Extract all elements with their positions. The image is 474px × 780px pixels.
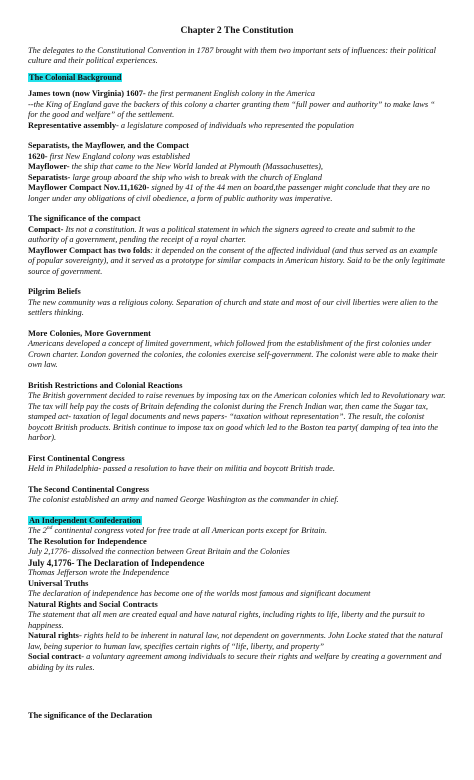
mayflower-entry xyxy=(28,162,446,173)
first-continental-congress-heading: First Continental Congress xyxy=(28,453,125,463)
second-continental-congress-heading: The Second Continental Congress xyxy=(28,484,150,494)
pilgrim-beliefs-heading: Pilgrim Beliefs xyxy=(28,287,81,296)
universal-truths-heading: Universal Truths xyxy=(28,578,89,588)
significance-declaration-heading: The significance of the Declaration xyxy=(28,711,153,720)
page-title: Chapter 2 The Constitution xyxy=(180,25,294,36)
compact-entry xyxy=(28,225,446,246)
resolution-independence-heading: The Resolution for Independence xyxy=(28,536,147,546)
king-charter-line: --the King of England gave the backers of this colony a charter granting them “full power and authority” to make laws “ for the good and welfare” of the settlement. xyxy=(28,99,435,119)
british-restrictions-text: The British government decided to raise revenues by imposing tax on the American colonies which led to Revolutionary war. The tax will help pay the costs of Britain defending the colonist during the French Indian war, then came the Sugar tax, stamped act- taxation of legal documents and news papers- “taxation without representation”. The result, the colonist boycott British products. British continue to impose tax on good which led to the Boston tea party( damping of tea into the harbor). xyxy=(28,391,446,442)
significance-compact-heading: The significance of the compact xyxy=(28,214,141,223)
year-1620-entry xyxy=(28,152,446,163)
intro-paragraph: The delegates to the Constitutional Convention in 1787 brought with them two important sets of influences: their political culture and their political experiences. xyxy=(28,45,436,65)
ordinal-suffix: nd xyxy=(46,525,53,532)
free-trade-prefix: The 2 xyxy=(28,526,47,535)
british-restrictions-heading: British Restrictions and Colonial Reactions xyxy=(28,380,183,390)
natural-rights-term: Natural rights xyxy=(28,631,79,640)
jamestown-term: James town (now Virginia) 1607- xyxy=(28,89,146,98)
separatists-term: Separatists- xyxy=(28,172,71,182)
compact-term: Compact- xyxy=(28,224,64,234)
year-1620-term: 1620- xyxy=(28,151,48,161)
resolution-independence-text: July 2,1776- dissolved the connection between Great Britain and the Colonies xyxy=(28,547,290,556)
independent-confederation-heading: An Independent Confederation xyxy=(29,515,141,525)
jamestown-definition: the first permanent English colony in the America xyxy=(145,89,315,98)
mayflower-definition: the ship that came to the New World landed at Plymouth (Massachusettes), xyxy=(69,162,324,171)
social-contract-definition: - a voluntary agreement among individuals to secure their rights and welfare by creating a government and abiding by its rules. xyxy=(28,652,442,672)
declaration-independence-text: Thomas Jefferson wrote the Independence xyxy=(28,568,170,577)
free-trade-line xyxy=(28,526,446,537)
mayflower-term: Mayflower- xyxy=(28,162,70,171)
colonial-background-heading: The Colonial Background xyxy=(29,72,122,82)
two-folds-term: Mayflower Compact has two folds xyxy=(28,245,151,255)
representative-assembly-definition: - a legislature composed of individuals who represented the population xyxy=(116,120,354,130)
first-continental-congress-text: Held in Philadelphia- passed a resolution to have their on militia and boycott British trade. xyxy=(28,464,335,473)
social-contract-term: Social contract xyxy=(28,652,82,661)
free-trade-suffix: continental congress voted for free trade at all American ports except for Britain. xyxy=(52,526,327,535)
jamestown-entry xyxy=(28,89,446,100)
two-folds-definition: : it depended on the consent of the affected individual (and thus served as an example of popular sovereignty), and it served as a prototype for similar compacts in American history. Said to be the only legitimate source of government. xyxy=(28,245,445,276)
separatists-definition: large group aboard the ship who wish to break with the church of England xyxy=(70,172,322,182)
two-folds-entry xyxy=(28,246,446,278)
separatists-heading: Separatists, the Mayflower, and the Compact xyxy=(28,141,189,150)
representative-assembly-entry xyxy=(28,121,446,132)
second-continental-congress-text: The colonist established an army and named George Washington as the commander in chief. xyxy=(28,495,339,504)
mayflower-compact-definition: signed by 41 of the 44 men on board,the passenger might conclude that they are no longer under any obligations of civil obedience, a form of public authority was imperative. xyxy=(28,183,430,203)
pilgrim-beliefs-text: The new community was a religious colony. Separation of church and state and most of our civil liberties were alien to the settlers thinking. xyxy=(28,297,438,317)
natural-rights-definition: - rights held to be inherent in natural law, not dependent on governments. John Locke stated that the natural law, being superior to human law, specifies certain rights of “life, liberty, and property” xyxy=(28,631,443,651)
more-colonies-heading: More Colonies, More Government xyxy=(28,328,151,338)
natural-rights-social-contracts-text: The statement that all men are created equal and have natural rights, including rights to life, liberty and the pursuit to happiness. xyxy=(28,610,425,630)
compact-definition: Its not a constitution. It was a political statement in which the signers agreed to create and submit to the authority of a government, pending the receipt of a royal charter. xyxy=(28,224,416,244)
year-1620-definition: first New England colony was established xyxy=(47,151,190,161)
separatists-entry xyxy=(28,173,446,184)
social-contract-entry xyxy=(28,652,446,673)
more-colonies-text: Americans developed a concept of limited government, which followed from the establishment of the first colonies under Crown charter. London governed the colonies, the colonies exercise self-government. The colonist were able to make their own law. xyxy=(28,339,438,369)
declaration-independence-heading: July 4,1776- The Declaration of Independence xyxy=(28,557,205,568)
mayflower-compact-term: Mayflower Compact Nov.11,1620- xyxy=(28,183,150,192)
natural-rights-entry xyxy=(28,631,446,652)
mayflower-compact-entry xyxy=(28,183,446,204)
universal-truths-text: The declaration of independence has become one of the worlds most famous and significant document xyxy=(28,589,371,598)
natural-rights-social-contracts-heading: Natural Rights and Social Contracts xyxy=(28,599,158,609)
representative-assembly-term: Representative assembly xyxy=(28,120,117,130)
